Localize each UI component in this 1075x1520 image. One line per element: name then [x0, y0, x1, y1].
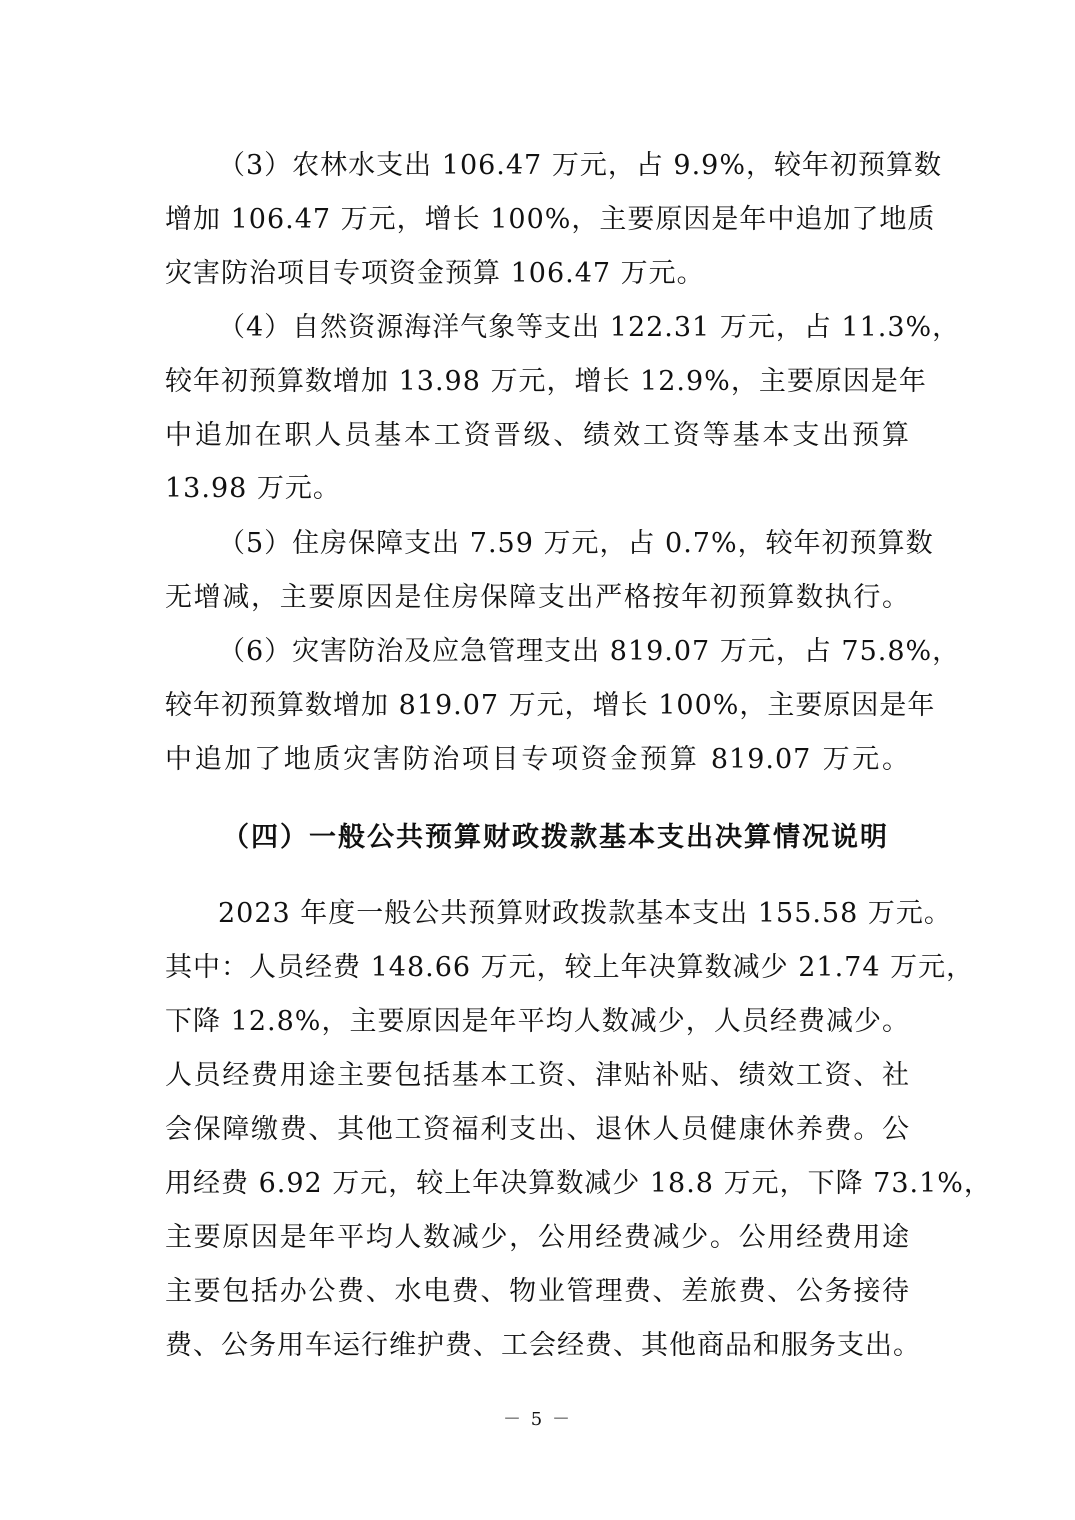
section-body-line-1: 2023 年度一般公共预算财政拨款基本支出 155.58 万元。 — [218, 898, 952, 929]
paragraph-3-line-2: 增加 106.47 万元，增长 100%，主要原因是年中追加了地质 — [165, 204, 936, 235]
section-body-line-4: 人员经费用途主要包括基本工资、津贴补贴、绩效工资、社 — [165, 1060, 910, 1091]
page-number: － 5 － — [503, 1409, 572, 1430]
section-body-line-8: 主要包括办公费、水电费、物业管理费、差旅费、公务接待 — [165, 1276, 910, 1307]
section-body-line-9: 费、公务用车运行维护费、工会经费、其他商品和服务支出。 — [165, 1330, 921, 1361]
paragraph-4-line-4: 13.98 万元。 — [165, 473, 341, 504]
paragraph-3-line-1: （3）农林水支出 106.47 万元，占 9.9%，较年初预算数 — [218, 150, 942, 181]
section-body-line-6: 用经费 6.92 万元，较上年决算数减少 18.8 万元，下降 73.1%， — [165, 1168, 992, 1199]
paragraph-4-line-1: （4）自然资源海洋气象等支出 122.31 万元，占 11.3%， — [218, 312, 961, 343]
paragraph-6-line-2: 较年初预算数增加 819.07 万元，增长 100%，主要原因是年 — [165, 690, 936, 721]
paragraph-6-line-3: 中追加了地质灾害防治项目专项资金预算 819.07 万元。 — [165, 744, 910, 775]
section-body-line-7: 主要原因是年平均人数减少，公用经费减少。公用经费用途 — [165, 1222, 910, 1253]
paragraph-4-line-3: 中追加在职人员基本工资晋级、绩效工资等基本支出预算 — [165, 420, 910, 451]
section-body-line-2: 其中：人员经费 148.66 万元，较上年决算数减少 21.74 万元， — [165, 952, 975, 983]
paragraph-3-line-3: 灾害防治项目专项资金预算 106.47 万元。 — [165, 258, 705, 289]
section-body-line-5: 会保障缴费、其他工资福利支出、退休人员健康休养费。公 — [165, 1114, 910, 1145]
paragraph-4-line-2: 较年初预算数增加 13.98 万元，增长 12.9%，主要原因是年 — [165, 366, 927, 397]
section-body-line-3: 下降 12.8%，主要原因是年平均人数减少，人员经费减少。 — [165, 1006, 910, 1037]
paragraph-6-line-1: （6）灾害防治及应急管理支出 819.07 万元，占 75.8%， — [218, 636, 961, 667]
paragraph-5-line-1: （5）住房保障支出 7.59 万元，占 0.7%，较年初预算数 — [218, 528, 934, 559]
section-heading: （四）一般公共预算财政拨款基本支出决算情况说明 — [222, 822, 889, 853]
paragraph-5-line-2: 无增减，主要原因是住房保障支出严格按年初预算数执行。 — [165, 582, 910, 613]
